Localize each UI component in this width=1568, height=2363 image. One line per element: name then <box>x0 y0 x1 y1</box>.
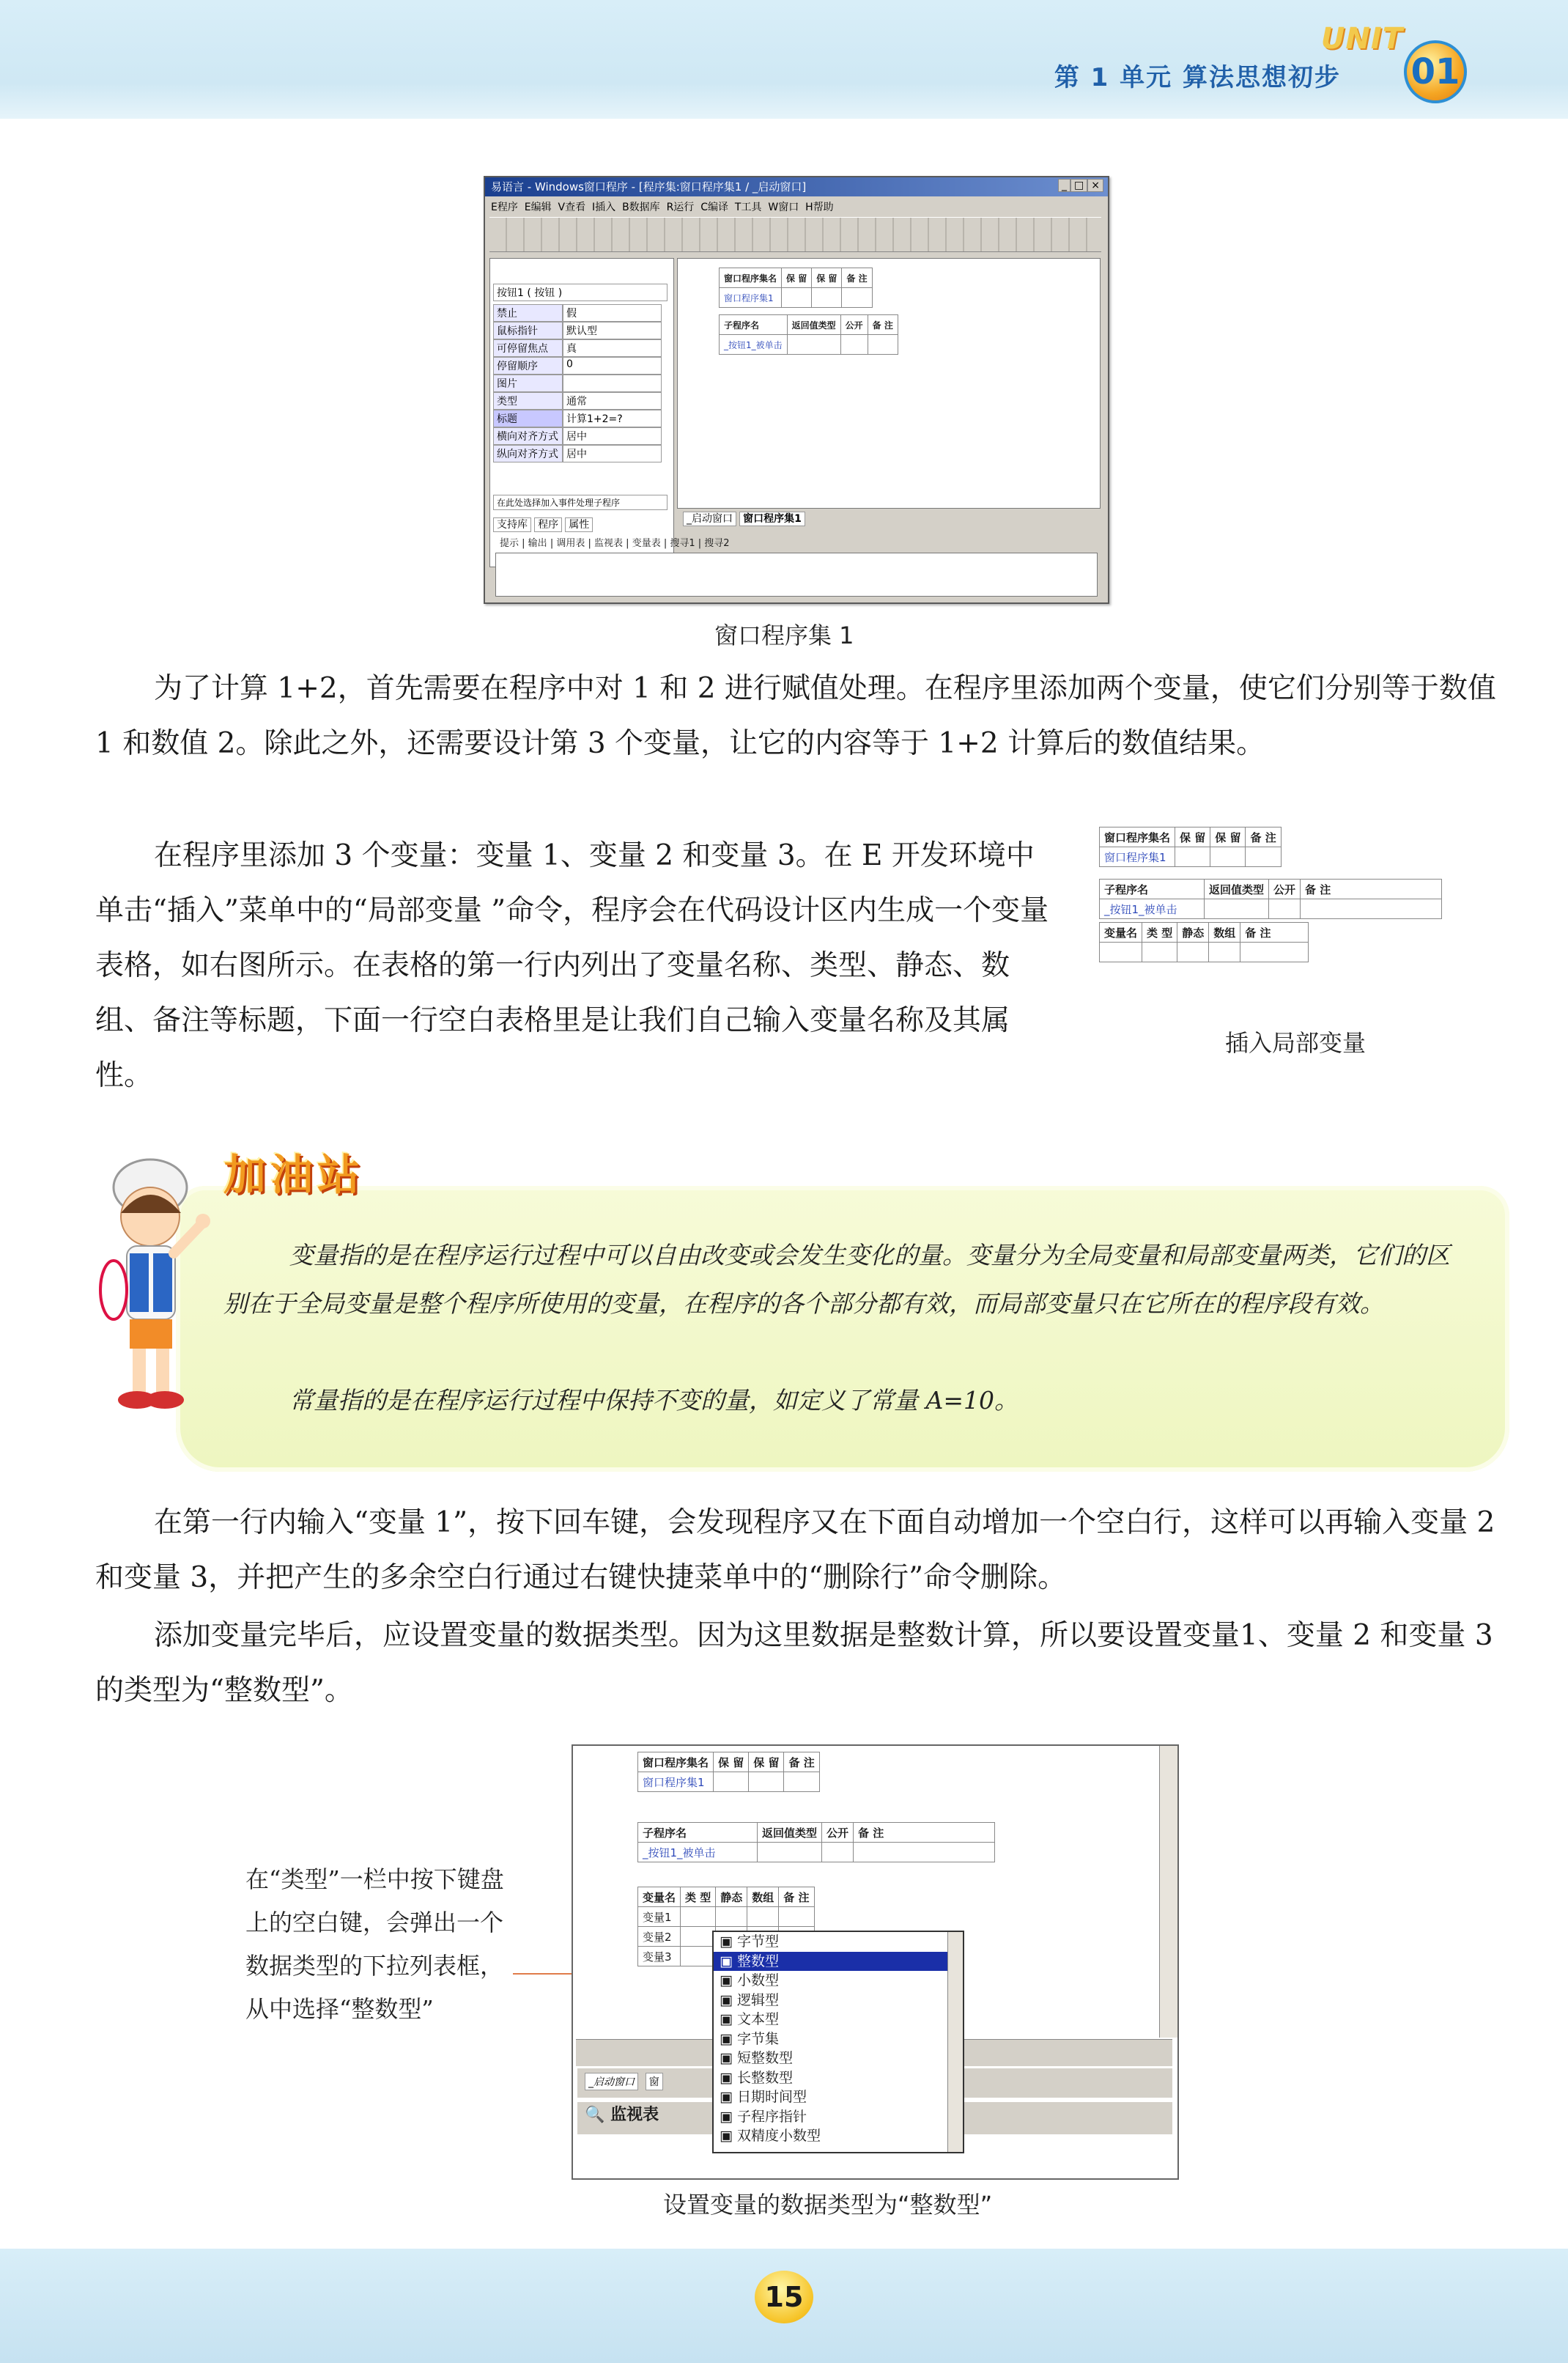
code-tabs <box>683 511 805 526</box>
assembly-name-cell[interactable]: 窗口程序集1 <box>638 1772 714 1792</box>
col-header: 窗口程序集名 <box>638 1752 714 1772</box>
col-header: 类 型 <box>1142 923 1177 943</box>
tip-paragraph-2: 常量指的是在程序运行过程中保持不变的量，如定义了常量 A=10。 <box>289 1386 1018 1415</box>
col-header: 保 留 <box>1210 827 1246 847</box>
fig3-subroutine-table <box>637 1822 995 1862</box>
unit-number-badge: 01 <box>1404 40 1467 103</box>
paragraph-2: 在程序里添加 3 个变量：变量 1、变量 2 和变量 3。在 E 开发环境中单击“插入”菜单中的“局部变量 ”命令，程序会在代码设计区内生成一个变量表格，如右图所示。在表格的第一行内列出了变量名称、类型、静态、数组、备注等标题，下面一行空白表格里是让我们自己输入变量名称及其属性。 <box>95 839 1049 1092</box>
col-header: 返回值类型 <box>758 1823 822 1843</box>
tab-window-assembly[interactable]: 窗口程序集1 <box>739 512 805 526</box>
col-header: 窗口程序集名 <box>720 268 782 288</box>
variable-name-cell[interactable]: 变量1 <box>638 1907 681 1927</box>
subroutine-name-cell[interactable]: _按钮1_被单击 <box>638 1843 758 1862</box>
dropdown-scrollbar[interactable] <box>947 1932 963 2152</box>
menu-bar <box>491 199 834 214</box>
type-option[interactable]: ▣ 字节集 <box>720 2030 780 2047</box>
property-name: 可停留焦点 <box>493 339 563 357</box>
property-name: 禁止 <box>493 304 563 322</box>
paragraph-3: 在第一行内输入“变量 1”，按下回车键，会发现程序又在下面自动增加一个空白行，这样可以再输入变量 2 和变量 3，并把产生的多余空白行通过右键快捷菜单中的“删除行”命令删除。 <box>95 1506 1495 1594</box>
window-title: 易语言 - Windows窗口程序 - [程序集:窗口程序集1 / _启动窗口] <box>485 177 1108 196</box>
tab-output[interactable]: 输出 <box>528 538 547 549</box>
col-header: 保 留 <box>812 268 842 288</box>
menu-database[interactable]: B数据库 <box>622 202 660 213</box>
col-header: 备 注 <box>1301 880 1442 899</box>
property-value[interactable]: 计算1+2=? <box>563 410 662 427</box>
assembly-table <box>719 268 873 308</box>
subroutine-name-cell: _按钮1_被单击 <box>1100 899 1205 919</box>
figure3-side-note: 在“类型”一栏中按下键盘上的空白键，会弹出一个数据类型的下拉列表框，从中选择“整数型” <box>245 1865 504 2023</box>
col-header: 数组 <box>747 1887 779 1907</box>
subroutine-name-cell[interactable]: _按钮1_被单击 <box>720 335 788 355</box>
tab-library[interactable]: 支持库 <box>493 517 531 532</box>
col-header: 备 注 <box>1240 923 1309 943</box>
property-value[interactable]: 0 <box>563 357 662 375</box>
tab-call-table[interactable]: 调用表 <box>556 538 585 549</box>
type-option[interactable]: ▣ 逻辑型 <box>720 1991 780 2008</box>
property-list <box>493 304 662 462</box>
type-option[interactable]: ▣ 子程序指针 <box>720 2108 807 2125</box>
window-controls: _ □ × <box>1058 180 1103 191</box>
col-header: 保 留 <box>782 268 812 288</box>
fig2-subroutine-table <box>1099 879 1442 919</box>
paragraph-1: 为了计算 1+2，首先需要在程序中对 1 和 2 进行赋值处理。在程序里添加两个变量，使它们分别等于数值 1 和数值 2。除此之外，还需要设计第 3 个变量，让它的内容等于 1+2 计算后的数值结果。 <box>95 672 1496 760</box>
col-header: 子程序名 <box>638 1823 758 1843</box>
menu-window[interactable]: W窗口 <box>768 202 799 213</box>
local-variable-figure <box>1099 827 1442 962</box>
type-option[interactable]: ▣ 双精度小数型 <box>720 2128 821 2144</box>
type-option[interactable]: ▣ 文本型 <box>720 2011 780 2027</box>
property-panel <box>489 258 674 567</box>
col-header: 子程序名 <box>720 315 788 335</box>
col-header: 静态 <box>1177 923 1209 943</box>
output-area[interactable] <box>495 553 1098 597</box>
assembly-name-cell: 窗口程序集1 <box>1100 847 1175 867</box>
tab-variable-table[interactable]: 变量表 <box>632 538 661 549</box>
page-number: 15 <box>755 2271 813 2323</box>
menu-help[interactable]: H帮助 <box>805 202 834 213</box>
fig2-assembly-table <box>1099 827 1282 867</box>
watch-table-label[interactable]: 监视表 <box>610 2106 659 2124</box>
ide-window-screenshot <box>484 176 1109 604</box>
menu-tools[interactable]: T工具 <box>734 202 762 213</box>
property-name: 标题 <box>493 410 563 427</box>
property-value[interactable] <box>563 375 662 392</box>
assembly-name-cell[interactable]: 窗口程序集1 <box>720 288 782 308</box>
col-header: 公开 <box>822 1823 854 1843</box>
unit-label: UNIT <box>1320 22 1403 56</box>
menu-run[interactable]: R运行 <box>666 202 695 213</box>
col-header: 保 留 <box>714 1752 749 1772</box>
property-value[interactable]: 居中 <box>563 427 662 445</box>
tip-title: 加油站 <box>223 1150 365 1200</box>
menu-insert[interactable]: I插入 <box>592 202 616 213</box>
col-header: 保 留 <box>1175 827 1210 847</box>
property-name: 横向对齐方式 <box>493 427 563 445</box>
col-header: 数组 <box>1209 923 1240 943</box>
menu-compile[interactable]: C编译 <box>700 202 728 213</box>
tab-start-window[interactable]: _启动窗口 <box>683 512 736 526</box>
property-value[interactable]: 真 <box>563 339 662 357</box>
col-header: 保 留 <box>749 1752 784 1772</box>
property-value[interactable]: 居中 <box>563 445 662 462</box>
figure2-caption: 插入局部变量 <box>1225 1029 1367 1057</box>
variable-name-cell[interactable]: 变量3 <box>638 1947 681 1966</box>
tab-hint[interactable]: 提示 <box>500 538 519 549</box>
col-header: 类 型 <box>681 1887 716 1907</box>
col-header: 子程序名 <box>1100 880 1205 899</box>
cartoon-boy-illustration <box>92 1143 216 1422</box>
col-header: 公开 <box>840 315 868 335</box>
toolbar <box>489 217 1101 252</box>
col-header: 备 注 <box>842 268 872 288</box>
paragraph-4: 添加变量完毕后，应设置变量的数据类型。因为这里数据是整数计算，所以要设置变量1、变量 2 和变量 3 的类型为“整数型”。 <box>95 1619 1493 1707</box>
property-value[interactable]: 假 <box>563 304 662 322</box>
fig2-variable-table <box>1099 922 1309 962</box>
figure3-caption: 设置变量的数据类型为“整数型” <box>663 2191 993 2219</box>
col-header: 变量名 <box>1100 923 1142 943</box>
col-header: 窗口程序集名 <box>1100 827 1175 847</box>
tab-properties[interactable]: 属性 <box>565 517 593 532</box>
variable-name-cell[interactable]: 变量2 <box>638 1927 681 1947</box>
col-header: 变量名 <box>638 1887 681 1907</box>
type-option[interactable]: ▣ 日期时间型 <box>720 2089 807 2105</box>
fig3-assembly-table <box>637 1752 820 1792</box>
property-value[interactable]: 默认型 <box>563 322 662 339</box>
type-select-screenshot <box>572 1744 1179 2180</box>
col-header: 备 注 <box>779 1887 814 1907</box>
property-name: 鼠标指针 <box>493 322 563 339</box>
search-icon: 🔍 <box>585 2106 605 2124</box>
menu-edit[interactable]: E编辑 <box>524 202 552 213</box>
type-option[interactable]: ▣ 短整数型 <box>720 2050 794 2066</box>
type-option-selected[interactable]: ▣ 整数型 <box>714 1952 963 1972</box>
tip-box <box>176 1186 1509 1472</box>
left-panel-tabs <box>493 517 593 531</box>
component-combo[interactable]: 按钮1 ( 按钮 ) <box>493 284 667 301</box>
subroutine-table <box>719 314 898 355</box>
property-name: 图片 <box>493 375 563 392</box>
col-header: 静态 <box>716 1887 747 1907</box>
col-header: 备 注 <box>784 1752 819 1772</box>
chapter-title: 第 1 单元 算法思想初步 <box>1054 63 1341 92</box>
event-combo[interactable]: 在此处选择加入事件处理子程序 <box>493 495 667 510</box>
tab-watch-table[interactable]: 监视表 <box>594 538 624 549</box>
type-option[interactable]: ▣ 小数型 <box>720 1972 780 1988</box>
property-name: 类型 <box>493 392 563 410</box>
col-header: 备 注 <box>1246 827 1281 847</box>
data-type-dropdown[interactable] <box>712 1931 964 2153</box>
tab-program[interactable]: 程序 <box>534 517 562 532</box>
col-header: 备 注 <box>854 1823 995 1843</box>
type-option[interactable]: ▣ 长整数型 <box>720 2069 794 2086</box>
code-editor[interactable] <box>677 258 1101 509</box>
col-header: 返回值类型 <box>787 315 840 335</box>
col-header: 备 注 <box>868 315 898 335</box>
col-header: 公开 <box>1269 880 1301 899</box>
tab-window[interactable]: 窗 <box>646 2073 663 2090</box>
property-value[interactable]: 通常 <box>563 392 662 410</box>
vertical-scrollbar[interactable] <box>1159 1746 1177 2038</box>
tab-search2[interactable]: 搜寻2 <box>704 538 730 549</box>
output-tabs: 提示 | 输出 | 调用表 | 监视表 | 变量表 | 搜寻1 | 搜寻2 <box>500 538 730 549</box>
property-name: 停留顺序 <box>493 357 563 375</box>
menu-view[interactable]: V查看 <box>558 202 586 213</box>
type-option[interactable]: ▣ 字节型 <box>720 1933 780 1950</box>
property-name: 纵向对齐方式 <box>493 445 563 462</box>
menu-program[interactable]: E程序 <box>491 202 518 213</box>
tip-paragraph-1: 变量指的是在程序运行过程中可以自由改变或会发生变化的量。变量分为全局变量和局部变量两类，它们的区别在于全局变量是整个程序所使用的变量，在程序的各个部分都有效，而局部变量只在它所在的程序段有效。 <box>223 1241 1450 1318</box>
col-header: 返回值类型 <box>1205 880 1269 899</box>
tab-start-window[interactable]: _启动窗口 <box>585 2073 638 2090</box>
figure1-caption: 窗口程序集 1 <box>714 622 854 649</box>
tab-search1[interactable]: 搜寻1 <box>670 538 695 549</box>
